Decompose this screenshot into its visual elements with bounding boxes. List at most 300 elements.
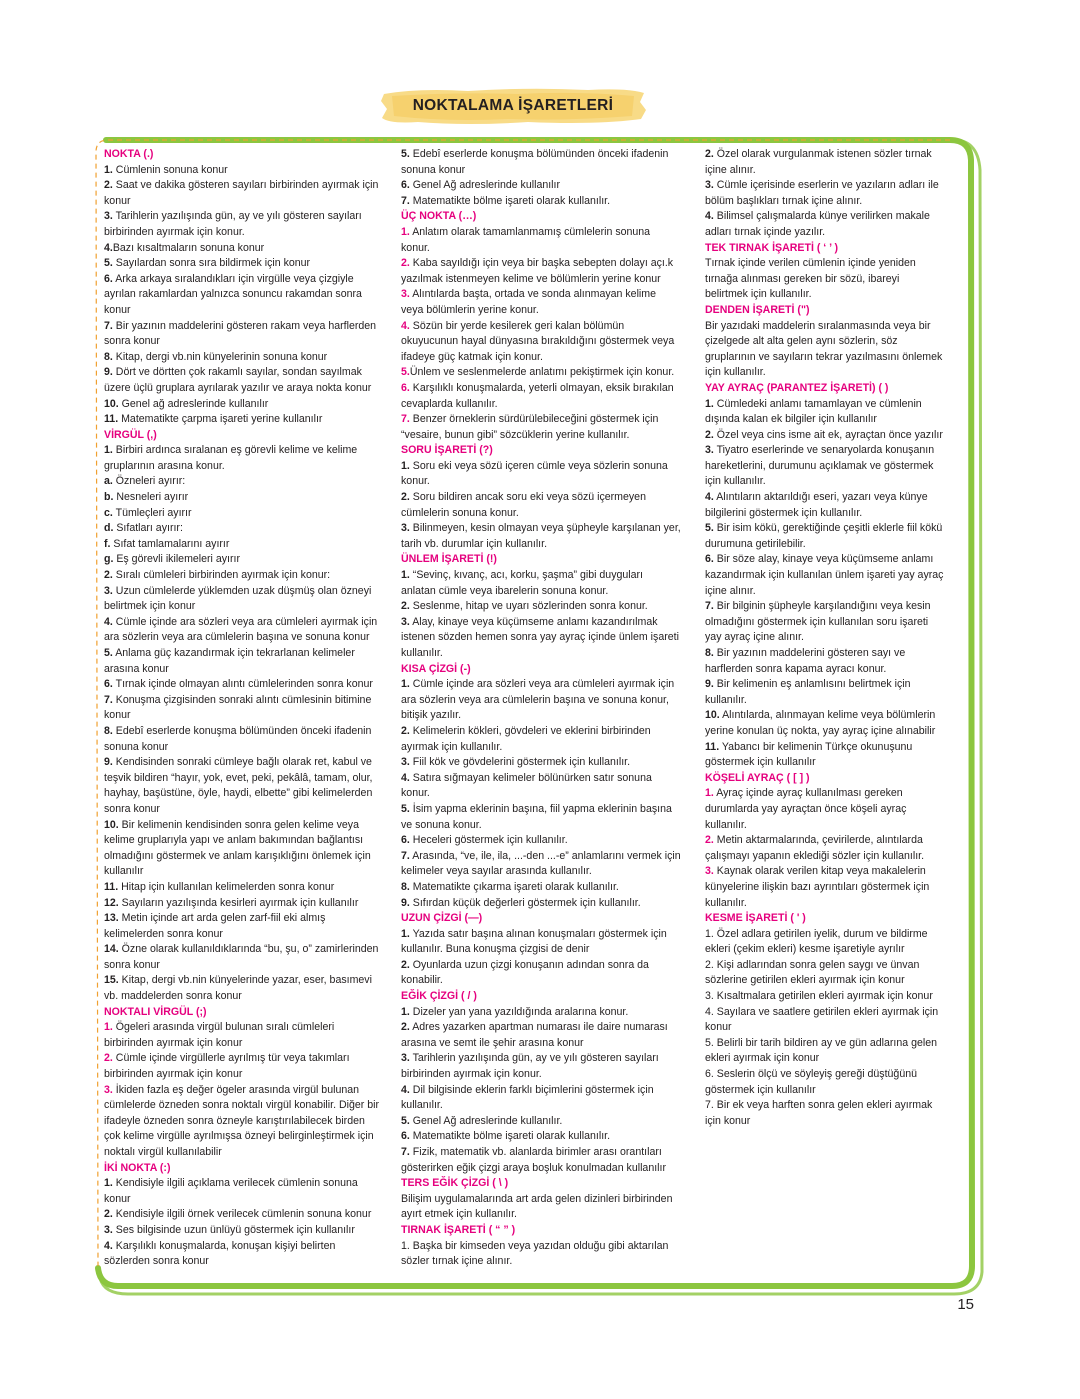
line-text: Sıfırdan küçük değerleri göstermek için kullanılır. [409,896,641,909]
text-line [104,615,397,631]
item-number: 9. [104,756,113,769]
text-line [104,412,397,428]
text-line [401,381,701,397]
item-number: 3. [401,288,410,301]
text-line [705,397,965,413]
line-text: İkiden fazla eş değer ögeler arasında virgül bulunan [112,1083,360,1096]
item-number: 2. [104,1052,113,1065]
column-3 [705,147,965,1277]
section-heading [401,989,701,1005]
text-line [401,459,701,475]
item-number: 4. [705,210,714,223]
line-text: sözler tırnak içine alınır. [401,1255,513,1268]
line-text: kazandırmak için kullanılan ünlem işareti yay ayraç [705,569,944,582]
line-text: harflerden sonra kapama ayracı konur. [705,662,887,675]
line-text: olmadığını göstermek ve anlam karışıklığını önlemek için [104,849,371,862]
item-number: 11. [705,740,720,753]
line-text: Ünlem ve seslenmelerde anlatımı pekiştirmek için konur. [409,366,675,379]
line-text: Birbiri ardınca sıralanan eş görevli kelime ve kelime [112,444,358,457]
line-text: kullanılır [104,865,144,878]
content-columns [104,147,966,1277]
line-text: Bir bilginin şüpheyle karşılandığını veya kesin [713,600,931,613]
text-line [705,287,965,303]
line-text: ÜNLEM İŞARETİ (!) [401,553,497,566]
item-number: 7. [401,413,410,426]
item-number: 4. [104,1239,113,1252]
line-text: Sözün bir yerde kesilerek geri kalan bölümün [409,319,625,332]
text-line [401,942,701,958]
text-line [401,506,701,522]
text-line [705,896,965,912]
line-text: Dil bilgisinde eklerin farklı biçimlerini göstermek için [409,1083,654,1096]
text-line [401,973,701,989]
line-text: konur [104,709,131,722]
text-line [401,880,701,896]
line-text: sonra konur [104,335,160,348]
line-text: KISA ÇİZGİ (-) [401,662,471,675]
text-line [401,1254,701,1270]
item-number: 8. [104,724,113,737]
text-line [104,1098,397,1114]
line-text: konur [705,1021,732,1034]
line-text: anlatan cümle veya ibarelerin sonuna konur. [401,584,609,597]
item-number: 6. [104,678,113,691]
item-number: 6. [401,1130,410,1143]
item-number: 3. [705,865,714,878]
text-line [401,1192,701,1208]
text-line [104,677,397,693]
line-text: Cümle içerisinde eserlerin ve yazıların adları ile [713,179,939,192]
item-number: 2. [104,1208,113,1221]
line-text: konur. [401,787,430,800]
line-text: Alıntıların aktarıldığı eseri, yazarı veya künye [713,491,928,504]
text-line [104,584,397,600]
line-text: Bir kelimenin eş anlamlısını belirtmek için [713,678,911,691]
line-text: KÖŞELİ AYRAÇ ( [ ] ) [705,771,810,784]
item-number: 1. [104,444,113,457]
text-line [104,552,397,568]
line-text: ve sonuna konur. [401,818,482,831]
line-text: Kaba sayıldığı için veya bir başka sebepten dolayı açı.k [409,257,674,270]
item-number: 3. [104,584,113,597]
column-2 [401,147,701,1277]
line-text: 7. Bir ek veya harften sonra gelen ekleri ayırmak [705,1099,933,1112]
line-text: tarih vb. durumlar için kullanılır. [401,537,548,550]
line-text: Kendisiyle ilgili örnek verilecek cümlenin sonuna konur [112,1208,372,1221]
text-line [401,412,701,428]
text-line [104,1239,397,1255]
text-line [104,1176,397,1192]
item-number: 7. [401,194,410,207]
text-line [705,880,965,896]
text-line [705,490,965,506]
line-text: kullanılır. [705,818,747,831]
line-text: sözlerine getirilen ekleri ayırmak için konur [705,974,905,987]
item-number: 2. [401,491,410,504]
text-line [104,537,397,553]
item-number: a. [104,475,113,488]
line-text: TIRNAK İŞARETİ ( “ ” ) [401,1223,516,1236]
text-line [705,662,965,678]
line-text: adları tırnak içinde yazılır. [705,225,826,238]
line-text: Tiyatro eserlerinde ve senaryolarda konuşanın [713,444,935,457]
item-number: 7. [705,600,714,613]
text-line [705,552,965,568]
line-text: kelimeler veya sayılar arasında kullanılır. [401,865,592,878]
line-text: birbirinden ayırmak için konur. [401,1068,542,1081]
item-number: 2. [705,428,714,441]
text-line [705,1051,965,1067]
line-text: yerine konulan üç nokta, yay ayraç içine alınabilir [705,724,936,737]
text-line [104,443,397,459]
line-text: 2. Kişi adlarından sonra gelen saygı ve ünvan [705,958,920,971]
line-text: cevaplarda kullanılır. [401,397,498,410]
line-text: Sayılardan sonra sıra bildirmek için konur [112,257,311,270]
item-number: g. [104,553,114,566]
text-line [104,303,397,319]
text-line [104,256,397,272]
item-number: 3. [104,210,113,223]
item-number: 2. [705,834,714,847]
text-line [705,693,965,709]
text-line [104,568,397,584]
line-text: Ögeleri arasında virgül bulunan sıralı cümleleri [112,1021,335,1034]
item-number: 10. [104,818,119,831]
text-line [705,786,965,802]
line-text: Oyunlarda uzun çizgi konuşanın adından sonra da [409,958,649,971]
text-line [104,163,397,179]
item-number: 6. [104,272,113,285]
text-line [104,1020,397,1036]
line-text: Bilimsel çalışmalarda künye verilirken makale [713,210,930,223]
line-text: Tümleçleri ayırır [112,506,192,519]
item-number: 6. [705,553,714,566]
text-line [401,740,701,756]
text-line [104,1036,397,1052]
text-line [401,1114,701,1130]
line-text: konur. [401,475,430,488]
line-text: olmadığını göstermek için kullanılan soru işareti [705,615,929,628]
text-line [401,818,701,834]
text-line [401,1051,701,1067]
item-number: 1. [401,678,410,691]
item-number: 3. [401,756,410,769]
line-text: ifadeye güç katmak için konur. [401,350,543,363]
section-heading [104,1161,397,1177]
text-line [104,927,397,943]
text-line [705,599,965,615]
line-text: Fizik, matematik vb. alanlarda birimler arası orantıları [409,1146,662,1158]
line-text: Hitap için kullanılan kelimelerden sonra konur [118,880,335,893]
item-number: 9. [104,366,113,379]
text-line [401,896,701,912]
line-text: kelime gruplarıyla yapı ve anlam bakımından bağlantısı [104,834,364,847]
line-text: “Sevinç, kıvanç, acı, korku, şaşma” gibi duyguları [409,569,643,582]
line-text: gruplarının ve sayıların tekrar yazılmasını önlemek [705,350,943,363]
text-line [401,786,701,802]
line-text: arasına ve semt ile şehir arasına konur [401,1036,584,1049]
line-text: Alay, kinaye veya küçümseme anlamı kazandırılmak [409,615,658,628]
text-line [401,802,701,818]
text-line [401,1005,701,1021]
text-line [401,521,701,537]
section-heading [401,552,701,568]
item-number: 3. [401,1052,410,1065]
text-line [104,474,397,490]
item-number: c. [104,506,113,519]
text-line [705,615,965,631]
line-text: Bilişim uygulamalarında art arda gelen dizinleri birbirinden [401,1192,673,1205]
line-text: 1. Özel adlara getirilen iyelik, durum ve bildirme [705,927,928,940]
item-number: 3. [705,444,714,457]
text-line [705,459,965,475]
text-line [401,490,701,506]
line-text: Tarihlerin yazılışında gün, ay ve yılı gösteren sayıları [112,210,362,223]
section-heading [104,428,397,444]
text-line [401,1207,701,1223]
text-line [705,973,965,989]
line-text: DENDEN İŞARETİ (") [705,303,810,316]
text-line [401,833,701,849]
text-line [104,365,397,381]
text-line [104,771,397,787]
text-line [104,459,397,475]
line-text: Heceleri göstermek için kullanılır. [409,834,568,847]
text-line [104,225,397,241]
text-line [705,989,965,1005]
line-text: cümlelerde özneden sonra noktalı virgül konabilir. Diğer bir [104,1099,379,1112]
line-text: Arasında, “ve, ile, ila, ...-den ...-e” anlamlarını vermek için [409,849,681,862]
line-text: teşvik bildiren “hayır, yok, evet, peki, pekâlâ, tamam, olur, [104,771,373,784]
text-line [705,225,965,241]
line-text: Tırnak içinde verilen cümlenin içinde yeniden [705,257,916,270]
text-line [401,864,701,880]
page-title: NOKTALAMA İŞARETLERİ [412,97,614,114]
item-number: 2. [104,179,113,192]
line-text: Bazı kısaltmaların sonuna konur [112,241,265,254]
line-text: yay ayraç içine alınır. [705,631,804,644]
line-text: VİRGÜL (,) [104,428,157,441]
text-line [401,163,701,179]
line-text: Cümle içinde ara sözleri veya ara cümleleri ayırmak için [112,615,378,628]
line-text: Kitap, dergi vb.nin künyelerinde yazar, eser, basımevi [118,974,372,987]
section-heading [705,241,965,257]
line-text: ayırmak için kullanılır. [401,740,503,753]
text-line [401,1036,701,1052]
text-line [705,506,965,522]
item-number: 5. [401,1114,410,1127]
line-text: Fiil kök ve gövdelerini göstermek için kullanılır. [409,756,631,769]
line-text: konabilir. [401,974,443,987]
text-line [401,1129,701,1145]
item-number: 1. [401,1005,410,1018]
text-line [104,864,397,880]
text-line [401,615,701,631]
text-line [705,412,965,428]
text-line [104,662,397,678]
text-line [705,194,965,210]
item-number: 7. [104,693,113,706]
text-line [705,428,965,444]
line-text: cümlelerin sonuna konur. [401,506,519,519]
column-1 [104,147,397,1277]
line-text: ifadeyle özneden sonra özneyle karıştırılabilecek birden [104,1114,365,1127]
line-text: göstermek için kullanılır [705,756,816,769]
item-number: 3. [401,522,410,535]
text-line [705,1114,965,1130]
line-text: birbirinden ayırmak için konur. [104,225,245,238]
text-line [401,1067,701,1083]
line-text: Özel olarak vurgulanmak istenen sözler tırnak [713,148,932,160]
section-heading [401,209,701,225]
item-number: 4. [705,491,714,504]
line-text: Özne olarak kullanıldıklarında “bu, şu, o” zamirlerinden [118,943,379,956]
item-number: 7. [104,319,113,332]
line-text: Matematikte çarpma işareti yerine kullanılır [118,413,323,426]
line-text: kelimelerden sonra konur [104,927,223,940]
text-line [104,381,397,397]
line-text: Tırnak içinde olmayan alıntı cümlelerinden sonra konur [112,678,373,691]
text-line [705,724,965,740]
line-text: veya bölümlerin yerine konur. [401,303,539,316]
line-text: Sıralı cümleleri birbirinden ayırmak için konur: [112,569,331,582]
text-line [104,786,397,802]
line-text: kullanılır. [401,647,443,659]
line-text: Soru eki veya sözü içeren cümle veya sözlerin sonuna [409,459,668,472]
text-line [401,630,701,646]
text-line [401,428,701,444]
section-heading [401,443,701,459]
line-text: sonuna konur [401,163,466,176]
line-text: Genel ağ adreslerinde kullanılır [118,397,269,410]
text-line [401,178,701,194]
line-text: 3. Kısaltmalara getirilen ekleri ayırmak için konur [705,990,933,1003]
line-text: Dört ve dörtten çok rakamlı sayılar, sondan sayılmak [112,366,362,379]
text-line [705,334,965,350]
item-number: 12. [104,896,119,909]
text-line [104,1207,397,1223]
text-line [401,927,701,943]
text-line [104,599,397,615]
line-text: bilgilerini göstermek için kullanılır. [705,506,863,519]
line-text: KESME İŞARETİ ( ' ) [705,912,806,925]
text-line [104,755,397,771]
item-number: 3. [705,179,714,192]
text-line [104,973,397,989]
line-text: ara sözlerin veya ara cümlelerin başına ve sonuna konur, [401,693,669,706]
item-number: 10. [104,397,119,410]
text-line [401,474,701,490]
line-text: “vesaire, bunun gibi” sözcüklerin yerine kullanılır. [401,428,630,441]
item-number: 2. [401,958,410,971]
item-number: 5. [401,366,410,379]
text-line [104,1254,397,1270]
text-line [401,1098,701,1114]
item-number: b. [104,491,114,504]
line-text: göstermek için kullanılır [705,1083,816,1096]
line-text: dışında kalan ek bilgiler için kullanılır [705,413,877,426]
line-text: Kaynak olarak verilen kitap veya makalelerin [713,865,926,878]
line-text: çalışmayı yapanın eklediği sözler için kullanılır. [705,849,925,862]
section-heading [705,771,965,787]
line-text: arasına konur [104,662,169,675]
text-line [104,740,397,756]
item-number: 3. [104,1223,113,1236]
item-number: 13. [104,912,119,925]
text-line [401,287,701,303]
line-text: NOKTALI VİRGÜL (;) [104,1005,207,1018]
text-line [104,209,397,225]
item-number: 6. [401,381,410,394]
item-number: 5. [104,257,113,270]
text-line [104,490,397,506]
section-heading [401,662,701,678]
text-line [401,397,701,413]
item-number: 10. [705,709,720,722]
text-line [705,272,965,288]
item-number: 4. [401,771,410,784]
text-line [705,849,965,865]
line-text: Matematikte bölme işareti olarak kullanılır. [409,1130,611,1143]
text-line [401,708,701,724]
line-text: durumuna getirilebilir. [705,537,806,550]
line-text: Matematikte bölme işareti olarak kullanılır. [409,194,611,207]
line-text: YAY AYRAÇ (PARANTEZ İŞARETİ) ( ) [705,381,889,394]
text-line [104,521,397,537]
item-number: 2. [705,148,714,160]
text-line [705,1036,965,1052]
text-line [705,833,965,849]
section-heading [401,1223,701,1239]
line-text: Bilinmeyen, kesin olmayan veya şüpheyle karşılanan yer, [409,522,681,535]
line-text: 1. Başka bir kimseden veya yazıdan olduğu gibi aktarılan [401,1239,669,1252]
item-number: 1. [104,1021,113,1034]
line-text: Metin aktarmalarında, çevirilerde, alıntılarda [713,834,923,847]
line-text: Kelimelerin kökleri, gövdeleri ve eklerini birbirinden [409,724,651,737]
text-line [401,303,701,319]
line-text: Cümledeki anlamı tamamlayan ve cümlenin [713,397,922,410]
text-line [401,693,701,709]
item-number: 5. [104,647,113,659]
text-line [705,1005,965,1021]
item-number: 2. [401,724,410,737]
line-text: Anlama güç kazandırmak için tekrarlanan kelimeler [112,647,355,659]
text-line [104,272,397,288]
section-heading [705,303,965,319]
text-line [401,256,701,272]
line-text: konur. [401,241,430,254]
section-heading [705,911,965,927]
text-line [104,708,397,724]
text-line [401,272,701,288]
text-line [104,849,397,865]
item-number: 8. [705,647,714,659]
text-line [705,1083,965,1099]
text-line [401,599,701,615]
line-text: kullanılır. [705,896,747,909]
text-line [401,958,701,974]
line-text: Anlatım olarak tamamlanmamış cümlelerin sonuna [409,225,651,238]
text-line [401,1083,701,1099]
text-line [705,755,965,771]
item-number: 11. [104,880,119,893]
line-text: birbirinden ayırmak için konur [104,1068,243,1081]
item-number: 4. [104,615,113,628]
line-text: Cümlenin sonuna konur [112,163,228,176]
text-line [705,209,965,225]
text-line [104,241,397,257]
line-text: Benzer örneklerin sürdürülebileceğini göstermek için [409,413,659,426]
